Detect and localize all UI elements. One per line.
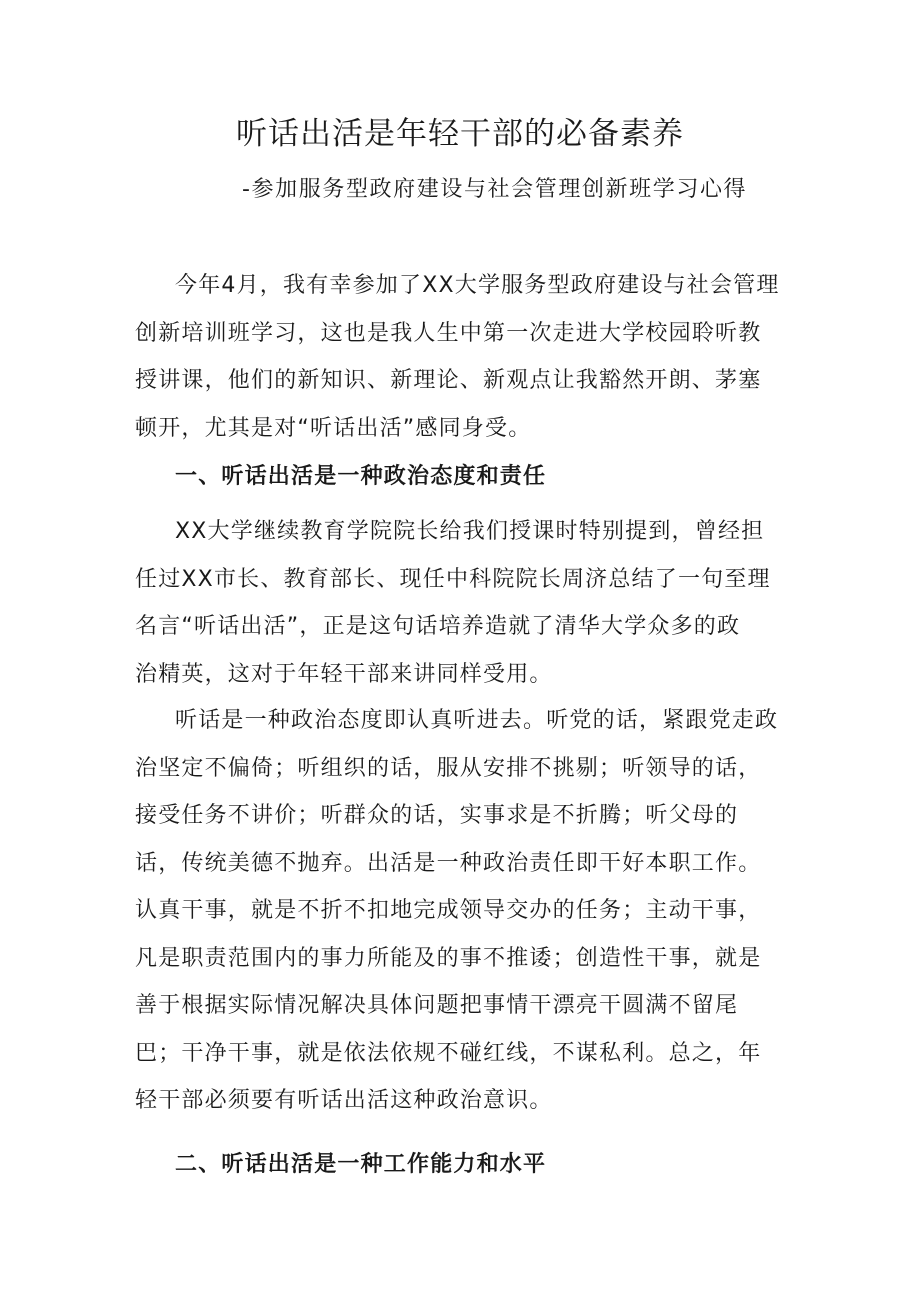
paragraph-section1-b [135, 697, 780, 1125]
paragraph-line: 巴；干净干事，就是依法依规不碰红线，不谋私利。总之，年 [135, 1040, 762, 1066]
paragraph-line: 创新培训班学习，这也是我人生中第一次走进大学校园聆听教 [135, 320, 762, 346]
paragraph-line: 善于根据实际情况解决具体问题把事情干漂亮干圆满不留尾 [135, 993, 739, 1018]
paragraph-line: 任过XX市长、教育部长、现任中科院院长周济总结了一句至理 [135, 566, 771, 592]
document-subtitle: -参加服务型政府建设与社会管理创新班学习心得 [242, 177, 748, 202]
paragraph-line: 顿开，尤其是对“听话出活”感同身受。 [135, 415, 532, 441]
paragraph-line: 授讲课，他们的新知识、新理论、新观点让我豁然开朗、茅塞 [135, 368, 762, 393]
section-heading-1: 一、听话出活是一种政治态度和责任 [175, 464, 547, 489]
paragraph-line: XX大学继续教育学院院长给我们授课时特别提到，曾经担 [175, 519, 765, 544]
paragraph-line: 凡是职责范围内的事力所能及的事不推诿；创造性干事，就是 [135, 945, 762, 971]
paragraph-line: 话，传统美德不抛弃。出活是一种政治责任即干好本职工作。 [135, 850, 762, 876]
paragraph-line: 接受任务不讲价；听群众的话，实事求是不折腾；听父母的 [135, 803, 739, 828]
paragraph-line: 治精英，这对于年轻干部来讲同样受用。 [135, 661, 553, 687]
section-heading-2: 二、听话出活是一种工作能力和水平 [175, 1152, 547, 1177]
paragraph-line: 今年4月，我有幸参加了XX大学服务型政府建设与社会管理 [175, 273, 780, 298]
paragraph-section1-a [135, 508, 780, 698]
paragraph-line: 认真干事，就是不折不扣地完成领导交办的任务；主动干事， [135, 898, 762, 923]
paragraph-line: 轻干部必须要有听话出活这种政治意识。 [135, 1088, 553, 1113]
paragraph-line: 治坚定不偏倚；听组织的话，服从安排不挑剔；听领导的话， [135, 755, 762, 781]
paragraph-line: 名言“听话出活”，正是这句话培养造就了清华大学众多的政 [135, 614, 741, 639]
paragraph-line: 听话是一种政治态度即认真听进去。听党的话，紧跟党走政 [175, 708, 779, 733]
paragraph-intro [135, 262, 780, 452]
document-title: 听话出活是年轻干部的必备素养 [236, 116, 684, 152]
